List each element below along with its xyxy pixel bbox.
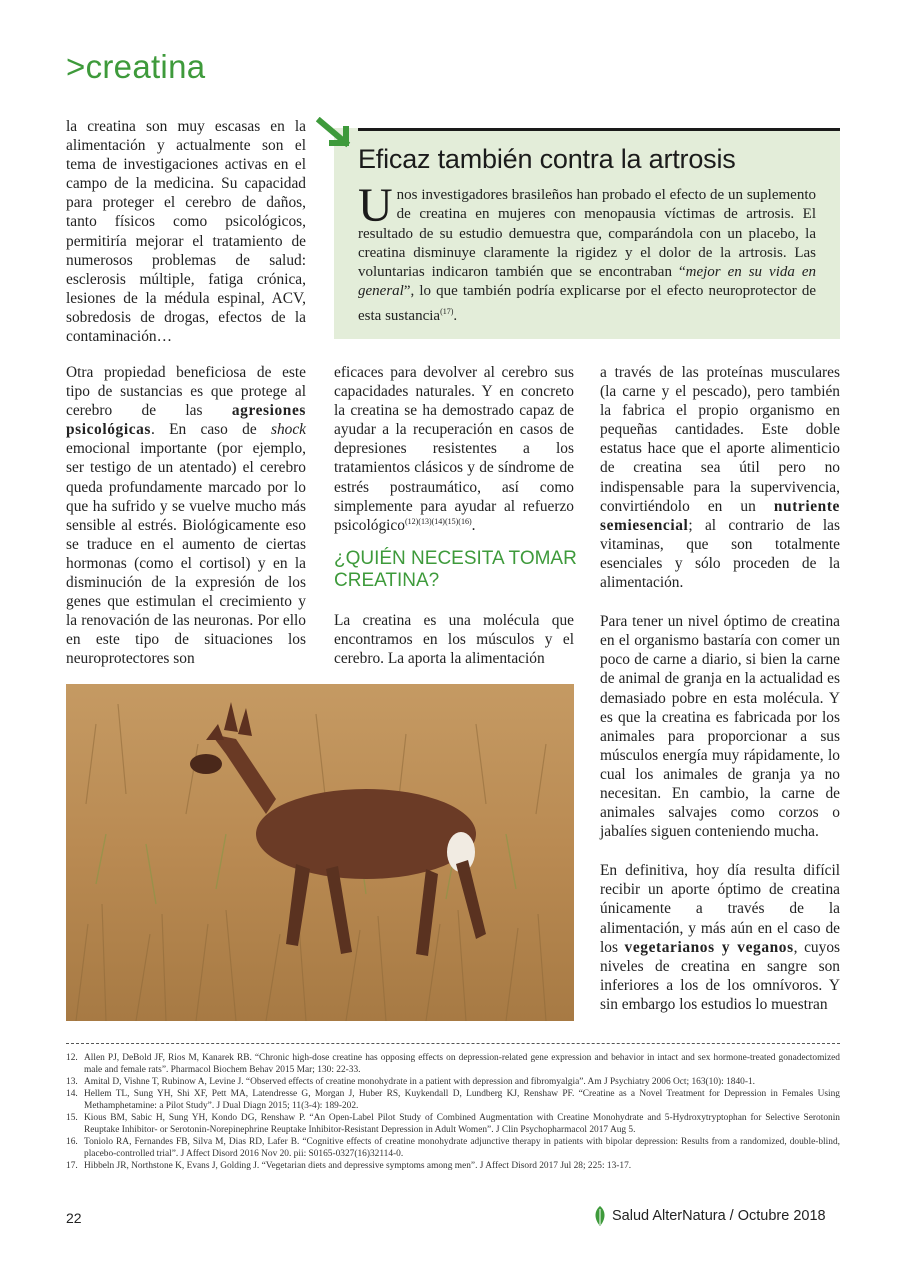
reference-text: Amital D, Vishne T, Rubinow A, Levine J. “Observed effects of creatine monohydrate in a patient with depression and fibromyalgia”. Am J Psychiatry 2006 Oct; 163(10): 1840-1. bbox=[84, 1077, 755, 1087]
subheading: ¿QUIÉN NECESITA TOMAR CREATINA? bbox=[334, 548, 577, 591]
column-1-top bbox=[66, 117, 306, 365]
reference-number: 17. bbox=[66, 1161, 78, 1171]
box-text: Unos investigadores brasileños han probado el efecto de un suplemento de creatina en mujeres con menopausia víctimas de artrosis. El resultado de su estudio demuestra que, comparándola con un placebo, la creatina disminuye claramente la rigidez y el dolor de la artrosis. Las voluntarias indicaron también que se encontraban “mejor en su vida en general”, lo que también podría explicarse por el efecto neuroprotector de esta sustancia$^{(17)}$. bbox=[358, 179, 817, 324]
references-divider bbox=[66, 1043, 840, 1044]
reference-text: Hellem TL, Sung YH, Shi XF, Pett MA, Latendresse G, Morgan J, Huber RS, Kuykendall D, Lundberg KJ, Renshaw PF. “Creatine as a Novel Treatment for Depression in Females Using Methamphetamine: a Pilot Study”. J Dual Diagn 2015; 11(3-4): 189-202. bbox=[84, 1089, 840, 1111]
reference-item bbox=[66, 1076, 840, 1088]
column-2 bbox=[334, 363, 574, 554]
reference-number: 16. bbox=[66, 1137, 78, 1147]
paragraph: Para tener un nivel óptimo de creatina en el organismo bastaría con comer un poco de carne a diario, si bien la carne de animal de granja en la actualidad es demasiado pobre en esta molécula. Y es que la creatina es fabricada por los animales para proporcionar a sus músculos energía muy rápidamente, lo cual los animales de granja ya no necesitan. En cambio, la carne de animales salvajes como corzos o jabalíes siguen conteniendo mucha. bbox=[600, 613, 840, 841]
reference-item bbox=[66, 1052, 840, 1076]
reference-text: Hibbeln JR, Northstone K, Evans J, Golding J. “Vegetarian diets and depressive symptoms among men”. J Affect Disord 2017 Jul 28; 225: 13-17. bbox=[84, 1161, 632, 1171]
paragraph: a través de las proteínas musculares (la carne y el pescado), pero también la fabrica el propio organismo en pequeñas cantidades. Este doble estatus hace que el aporte alimenticio de creatina sea útil pero no indispensable para la supervivencia, convirtiéndolo en un nutriente semiesencial; al contrario de las vitaminas, que son totalmente esenciales y sólo proceden de la alimentación. bbox=[600, 364, 840, 592]
column-3 bbox=[600, 363, 840, 1033]
paragraph: Otra propiedad beneficiosa de este tipo de sustancias es que protege al cerebro de las agresiones psicológicas. En caso de shock emocional importante (por ejemplo, ser testigo de un atentado) el cerebro queda profundamente marcado por lo que ha sufrido y se vuelve mucho más sensible al estrés. Biológicamente eso se traduce en el aumento de ciertas hormonas (como el cortisol) y en la disminución de la expresión de los genes que estimulan el crecimiento y la renovación de las neuronas. Por ello en este tipo de situaciones los neuroprotectores son bbox=[66, 364, 306, 668]
leaf-icon bbox=[594, 1205, 606, 1227]
page-number: 22 bbox=[66, 1210, 82, 1226]
magazine-name: Salud AlterNatura / Octubre 2018 bbox=[612, 1208, 826, 1224]
reference-text: Allen PJ, DeBold JF, Rios M, Kanarek RB. “Chronic high-dose creatine has opposing effects on depression-related gene expression and behavior in intact and sex hormone-treated gonadectomized male and female rats”. Pharmacol Biochem Behav 2015 Mar; 130: 22-33. bbox=[84, 1053, 840, 1075]
reference-item bbox=[66, 1160, 840, 1172]
column-2-lower bbox=[334, 611, 574, 687]
box-title: Eficaz también contra la artrosis bbox=[358, 144, 736, 174]
arrow-icon bbox=[316, 117, 356, 155]
box-top-rule bbox=[358, 128, 840, 131]
paragraph: En definitiva, hoy día resulta difícil recibir un aporte óptimo de creatina únicamente a través de la alimentación, y más aún en el caso de los vegetarianos y veganos, cuyos niveles de creatina en sangre son inferiores a los de los omnívoros. Y sin embargo los estudios lo muestran bbox=[600, 862, 841, 1013]
reference-number: 13. bbox=[66, 1077, 78, 1087]
paragraph: La creatina es una molécula que encontramos en los músculos y el cerebro. La aporta la alimentación bbox=[334, 612, 574, 668]
references-list bbox=[66, 1052, 840, 1172]
reference-item bbox=[66, 1112, 840, 1136]
reference-item bbox=[66, 1136, 840, 1160]
drop-cap: U bbox=[358, 179, 393, 232]
reference-number: 15. bbox=[66, 1113, 78, 1123]
reference-number: 12. bbox=[66, 1053, 78, 1063]
paragraph: la creatina son muy escasas en la alimentación y actualmente son el tema de investigaciones activas en el campo de la medicina. Su capacidad para proteger el cerebro de daños, tanto físicos como psicológicos, permitiría mejorar el tratamiento de numerosos problemas de salud: esclerosis múltiple, fatiga crónica, lesiones de la médula espinal, ACV, sobredosis de drogas, efectos de la contaminación… bbox=[66, 118, 306, 346]
reference-text: Kious BM, Sabic H, Sung YH, Kondo DG, Renshaw P. “An Open-Label Pilot Study of Combined Augmentation with Creatine Monohydrate and 5-Hydroxytryptophan for Selective Serotonin Reuptake Inhibitor- or Serotonin-Norepinephrine Reuptake Inhibitor-Resistant Depression in Adult Women”. J Clin Psychopharmacol 2017 Aug 5. bbox=[84, 1113, 840, 1135]
column-1-mid bbox=[66, 363, 306, 688]
reference-item bbox=[66, 1088, 840, 1112]
magazine-footer bbox=[594, 1204, 840, 1228]
paragraph: eficaces para devolver al cerebro sus capacidades naturales. Y en concreto la creatina se ha demostrado capaz de ayudar a la recuperación en casos de depresiones resistentes a los tratamientos clásicos y de síndrome de estrés postraumático, así como simplemente para ayudar al refuerzo psicológico$^{(12)(13)(14)(15)(16)}$. bbox=[334, 364, 574, 534]
deer-photo bbox=[66, 684, 574, 1021]
reference-text: Toniolo RA, Fernandes FB, Silva M, Dias RD, Lafer B. “Cognitive effects of creatine monohydrate adjunctive therapy in patients with bipolar depression: Results from a randomized, double-blind, placebo-controlled trial”. J Affect Disord 2016 Nov 20. pii: S0165-0327(16)32114-0. bbox=[84, 1137, 840, 1159]
reference-number: 14. bbox=[66, 1089, 78, 1099]
section-title: >creatina bbox=[66, 48, 206, 85]
